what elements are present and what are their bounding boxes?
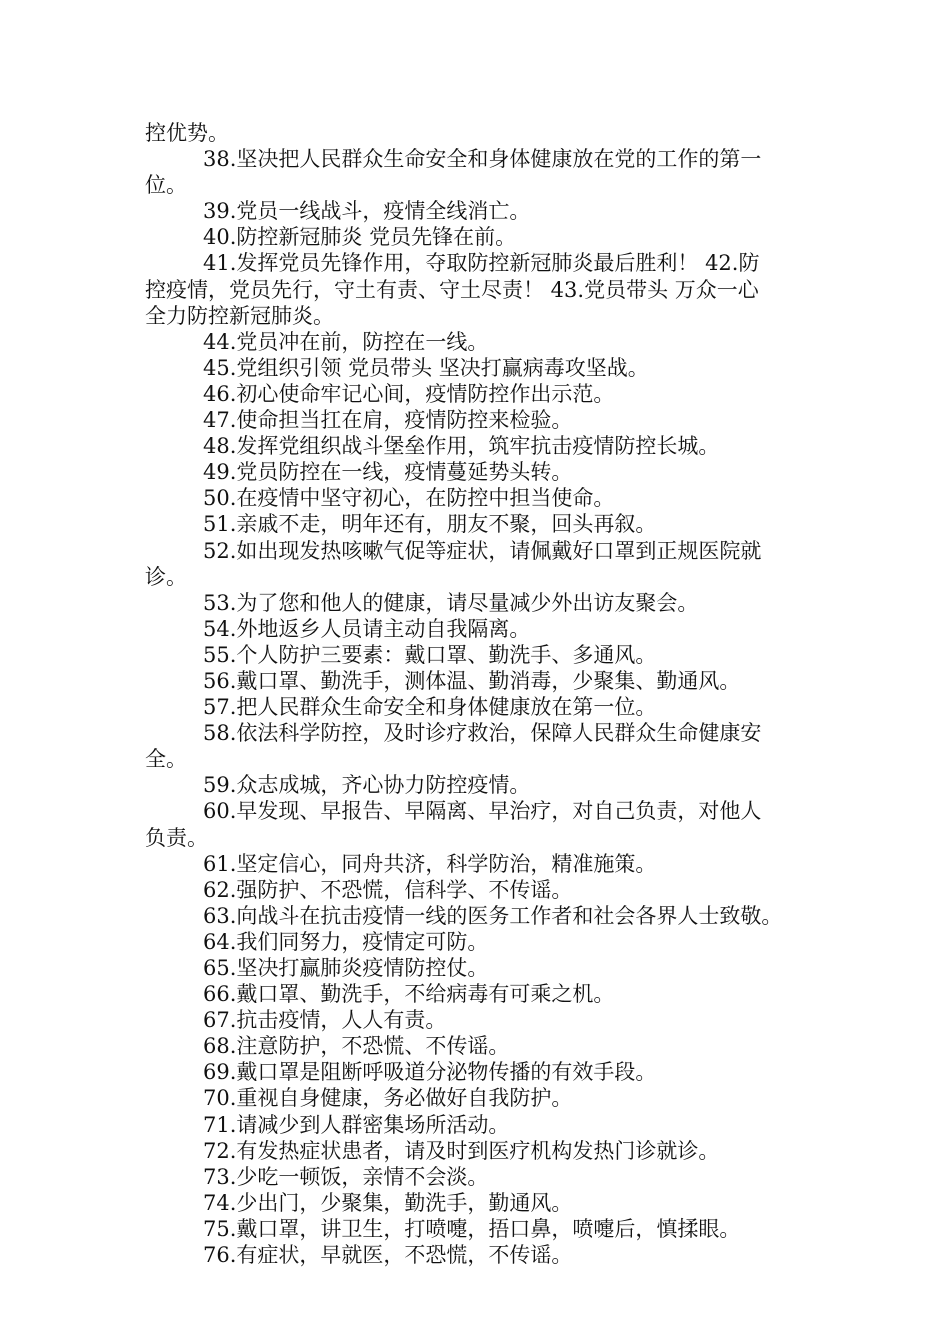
slogan-item-line: 51.亲戚不走，明年还有，朋友不聚，回头再叙。: [203, 512, 657, 537]
slogan-continuation-line: 负责。: [145, 825, 208, 850]
slogan-item-line: 63.向战斗在抗击疫情一线的医务工作者和社会各界人士致敬。: [203, 903, 783, 928]
slogan-item-line: 47.使命担当扛在肩，疫情防控来检验。: [203, 408, 573, 433]
slogan-item-line: 70.重视自身健康，务必做好自我防护。: [203, 1086, 573, 1111]
slogan-continuation-line: 全。: [145, 747, 187, 772]
slogan-item-line: 50.在疫情中坚守初心，在防控中担当使命。: [203, 486, 615, 511]
slogan-item-line: 54.外地返乡人员请主动自我隔离。: [203, 616, 531, 641]
slogan-continuation-line: 控疫情，党员先行，守土有责、守土尽责！ 43.党员带头 万众一心: [145, 277, 759, 302]
slogan-item-line: 57.把人民群众生命安全和身体健康放在第一位。: [203, 695, 657, 720]
slogan-item-line: 64.我们同努力，疫情定可防。: [203, 929, 489, 954]
slogan-item-line: 67.抗击疫情，人人有责。: [203, 1008, 447, 1033]
slogan-item-line: 71.请减少到人群密集场所活动。: [203, 1112, 510, 1137]
slogan-item-line: 41.发挥党员先锋作用，夺取防控新冠肺炎最后胜利！ 42.防: [203, 251, 760, 276]
slogan-continuation-line: 位。: [145, 173, 187, 198]
slogan-item-line: 76.有症状，早就医，不恐慌，不传谣。: [203, 1243, 573, 1268]
slogan-item-line: 65.坚决打赢肺炎疫情防控仗。: [203, 956, 489, 980]
slogan-item-line: 68.注意防护，不恐慌、不传谣。: [203, 1034, 510, 1059]
slogan-item-line: 66.戴口罩、勤洗手，不给病毒有可乘之机。: [203, 982, 615, 1007]
slogan-item-line: 55.个人防护三要素：戴口罩、勤洗手、多通风。: [203, 642, 657, 667]
slogan-item-line: 53.为了您和他人的健康，请尽量减少外出访友聚会。: [203, 590, 699, 615]
slogan-item-line: 48.发挥党组织战斗堡垒作用，筑牢抗击疫情防控长城。: [203, 434, 720, 459]
slogan-continuation-line: 控优势。: [145, 121, 229, 145]
slogan-item-line: 40.防控新冠肺炎 党员先锋在前。: [203, 225, 517, 250]
slogan-item-line: 61.坚定信心，同舟共济，科学防治，精准施策。: [203, 851, 657, 876]
slogan-item-line: 45.党组织引领 党员带头 坚决打赢病毒攻坚战。: [203, 355, 649, 380]
slogan-item-line: 72.有发热症状患者，请及时到医疗机构发热门诊就诊。: [203, 1138, 720, 1163]
slogan-item-line: 58.依法科学防控，及时诊疗救治，保障人民群众生命健康安: [203, 721, 762, 746]
slogan-item-line: 74.少出门，少聚集，勤洗手，勤通风。: [203, 1190, 573, 1215]
slogan-item-line: 69.戴口罩是阻断呼吸道分泌物传播的有效手段。: [203, 1060, 657, 1085]
slogan-continuation-line: 诊。: [145, 564, 187, 589]
slogan-item-line: 75.戴口罩，讲卫生，打喷嚏，捂口鼻，喷嚏后，慎揉眼。: [203, 1216, 741, 1241]
slogan-continuation-line: 全力防控新冠肺炎。: [145, 303, 334, 328]
slogan-item-line: 49.党员防控在一线，疫情蔓延势头转。: [203, 460, 573, 485]
slogan-item-line: 62.强防护、不恐慌，信科学、不传谣。: [203, 877, 573, 902]
slogan-item-line: 52.如出现发热咳嗽气促等症状，请佩戴好口罩到正规医院就: [203, 538, 762, 563]
slogan-item-line: 44.党员冲在前，防控在一线。: [203, 329, 489, 354]
slogan-item-line: 38.坚决把人民群众生命安全和身体健康放在党的工作的第一: [203, 147, 762, 172]
slogan-item-line: 46.初心使命牢记心间，疫情防控作出示范。: [203, 381, 615, 406]
slogan-item-line: 39.党员一线战斗，疫情全线消亡。: [203, 199, 531, 224]
slogan-item-line: 60.早发现、早报告、早隔离、早治疗，对自己负责，对他人: [203, 799, 762, 824]
document-body: [145, 120, 810, 1268]
slogan-item-line: 73.少吃一顿饭，亲情不会淡。: [203, 1164, 489, 1189]
slogan-item-line: 59.众志成城，齐心协力防控疫情。: [203, 773, 531, 798]
slogan-item-line: 56.戴口罩、勤洗手，测体温、勤消毒，少聚集、勤通风。: [203, 668, 741, 693]
